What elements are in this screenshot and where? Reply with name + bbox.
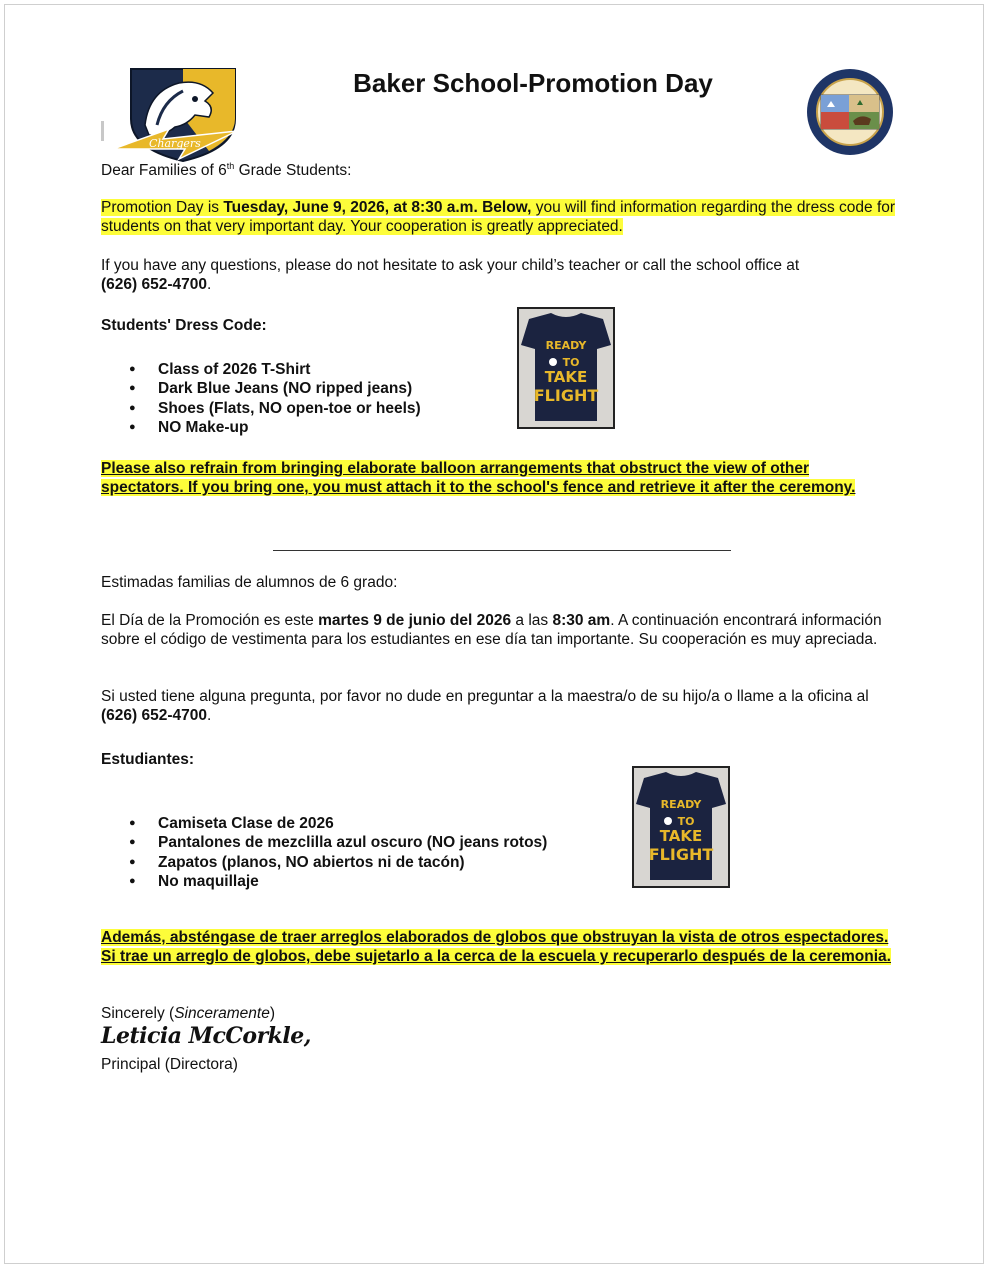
list-item: ● NO Make-up <box>101 418 421 437</box>
shirt-text-flight: FLIGHT <box>533 386 599 405</box>
spanish-dress-code-list <box>101 814 547 891</box>
english-balloon-notice: Please also refrain from bringing elaborate balloon arrangements that obstruct the view of other spectators. If you bring one, you must attach it to the school's fence and retrieve it after the ceremony. <box>101 460 856 496</box>
class-tshirt-photo <box>632 766 730 888</box>
section-divider <box>273 550 731 551</box>
english-dress-code-heading: Students' Dress Code: <box>101 317 267 334</box>
list-item: ● No maquillaje <box>101 872 547 891</box>
spanish-intro: El Día de la Promoción es este martes 9 de junio del 2026 a las 8:30 am. A continuación encontrará información sobre el código de vestimenta para los estudiantes en ese día tan importante. Su cooperación es muy apreciada. <box>101 612 882 648</box>
chargers-logo-text: Chargers <box>149 137 201 150</box>
principal-signature: Leticia McCorkle, <box>101 1023 311 1049</box>
chargers-logo <box>109 67 241 163</box>
spanish-questions: Si usted tiene alguna pregunta, por favor no dude en preguntar a la maestra/o de su hijo/a o llame a la oficina al (626) 652-4700. <box>101 688 869 724</box>
spanish-greeting: Estimadas familias de alumnos de 6 grado: <box>101 574 398 591</box>
shirt-text-take: TAKE <box>659 827 703 845</box>
shirt-text-to: TO <box>677 815 695 828</box>
english-dress-code-list <box>101 360 421 437</box>
list-item: ● Pantalones de mezclilla azul oscuro (NO jeans rotos) <box>101 833 547 852</box>
shirt-text-flight: FLIGHT <box>648 845 714 864</box>
closing-sincerely: Sincerely (Sinceramente) <box>101 1005 276 1022</box>
english-questions: If you have any questions, please do not hesitate to ask your child’s teacher or call the school office at (626) 652-4700. <box>101 257 800 293</box>
district-seal-logo <box>805 67 895 157</box>
shirt-text-take: TAKE <box>544 368 588 386</box>
list-item: ● Camiseta Clase de 2026 <box>101 814 547 833</box>
document-page <box>4 4 984 1264</box>
shirt-text-ready: READY <box>660 798 702 811</box>
list-item: ● Shoes (Flats, NO open-toe or heels) <box>101 399 421 418</box>
shirt-text-to: TO <box>562 356 580 369</box>
english-intro: Promotion Day is Tuesday, June 9, 2026, at 8:30 a.m. Below, you will find information regarding the dress code for students on that very important day. Your cooperation is greatly appreciated. <box>101 199 896 235</box>
spanish-balloon-notice: Además, absténgase de traer arreglos elaborados de globos que obstruyan la vista de otros espectadores. Si trae un arreglo de globos, debe sujetarlo a la cerca de la escuela y recuperarlo después de la ceremonia. <box>101 929 891 965</box>
spanish-dress-code-heading: Estudiantes: <box>101 751 195 768</box>
list-item: ● Dark Blue Jeans (NO ripped jeans) <box>101 379 421 398</box>
shirt-text-ready: READY <box>545 339 587 352</box>
list-item: ● Zapatos (planos, NO abiertos ni de tacón) <box>101 853 547 872</box>
class-tshirt-photo <box>517 307 615 429</box>
english-greeting: Dear Families of 6th Grade Students: <box>101 160 352 179</box>
principal-title: Principal (Directora) <box>101 1056 238 1073</box>
list-item: ● Class of 2026 T-Shirt <box>101 360 421 379</box>
page-title: Baker School-Promotion Day <box>353 68 713 98</box>
text-cursor-marker <box>101 121 104 141</box>
